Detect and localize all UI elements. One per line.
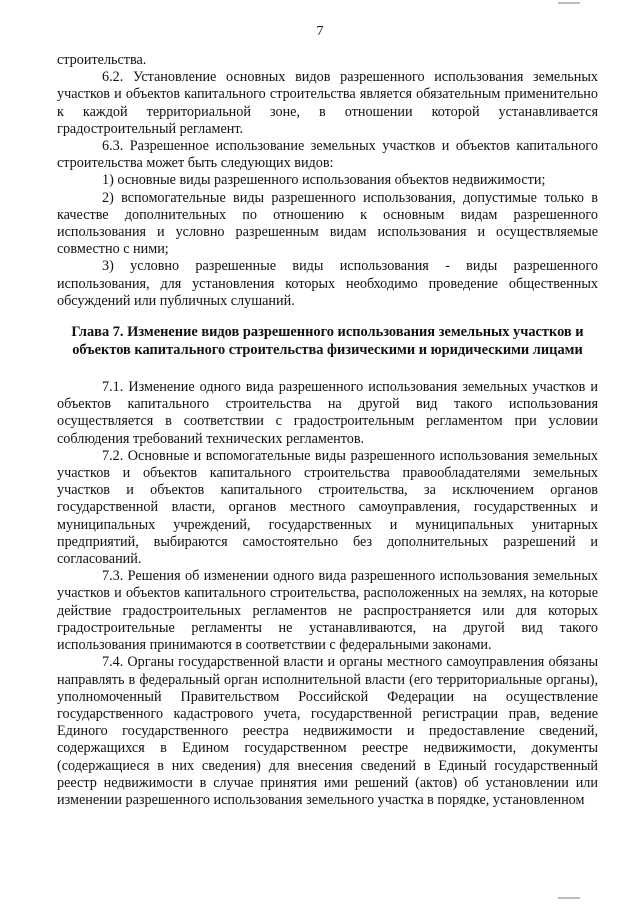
scan-artifact-bottom [558,897,580,899]
clause-7-3: 7.3. Решения об изменении одного вида разрешенного использования земельных участков и объектов капитального строительства, расположенных на землях, на которые действие градостроительных регламентов не распространяется или для которых градостроительные регламенты не устанавливаются, на другой вид такого использования принимаются в соответствии с федеральными законами. [57,568,598,654]
scan-artifact-top [558,2,580,4]
clause-7-1: 7.1. Изменение одного вида разрешенного использования земельных участков и объектов капитального строительства на другой вид такого использования осуществляется в соответствии с градостроительным регламентом при условии соблюдения требований технических регламентов. [57,379,598,447]
list-item-3: 3) условно разрешенные виды использования - виды разрешенного использования, для установления которых необходимо проведение общественных обсуждений или публичных слушаний. [57,258,598,309]
clause-7-4: 7.4. Органы государственной власти и органы местного самоуправления обязаны направлять в федеральный орган исполнительной власти (его территориальные органы), уполномоченный Правительством Российской Федерации на осуществление государственного кадастрового учета, государственной регистрации прав, ведение Единого государственного реестра недвижимости и предоставление сведений, содержащихся в Едином государственном реестре недвижимости, документы (содержащиеся в них сведения) для внесения сведений в Единый государственный реестр недвижимости в случае принятия ими решений (актов) об установлении или изменении разрешенного использования земельного участка в порядке, установленном [57,654,598,808]
list-item-1: 1) основные виды разрешенного использования объектов недвижимости; [102,172,546,189]
paragraph: строительства. [57,52,147,68]
document-body [57,52,598,809]
page-number: 7 [316,24,324,39]
clause-6-2: 6.2. Установление основных видов разрешенного использования земельных участков и объектов капитального строительства является обязательным применительно к каждой территориальной зоне, в отношении которой устанавливается градостроительный регламент. [57,69,598,137]
chapter-heading: Глава 7. Изменение видов разрешенного использования земельных участков и объектов капитального строительства физическими и юридическими лицами [71,324,584,358]
list-item-2: 2) вспомогательные виды разрешенного использования, допустимые только в качестве дополнительных по отношению к основным видам разрешенного использования и условно разрешенным видам использования и осуществляемые совместно с ними; [57,189,598,258]
clause-6-3: 6.3. Разрешенное использование земельных участков и объектов капитального строительства может быть следующих видов: [57,138,598,172]
clause-7-2: 7.2. Основные и вспомогательные виды разрешенного использования земельных участков и объектов капитального строительства правообладателями земельных участков и объектов капитального строительства, за исключением органов государственной власти, органов местного самоуправления, государственных и муниципальных учреждений, государственных и муниципальных унитарных предприятий, выбираются самостоятельно без дополнительных разрешений и согласований. [57,447,598,568]
